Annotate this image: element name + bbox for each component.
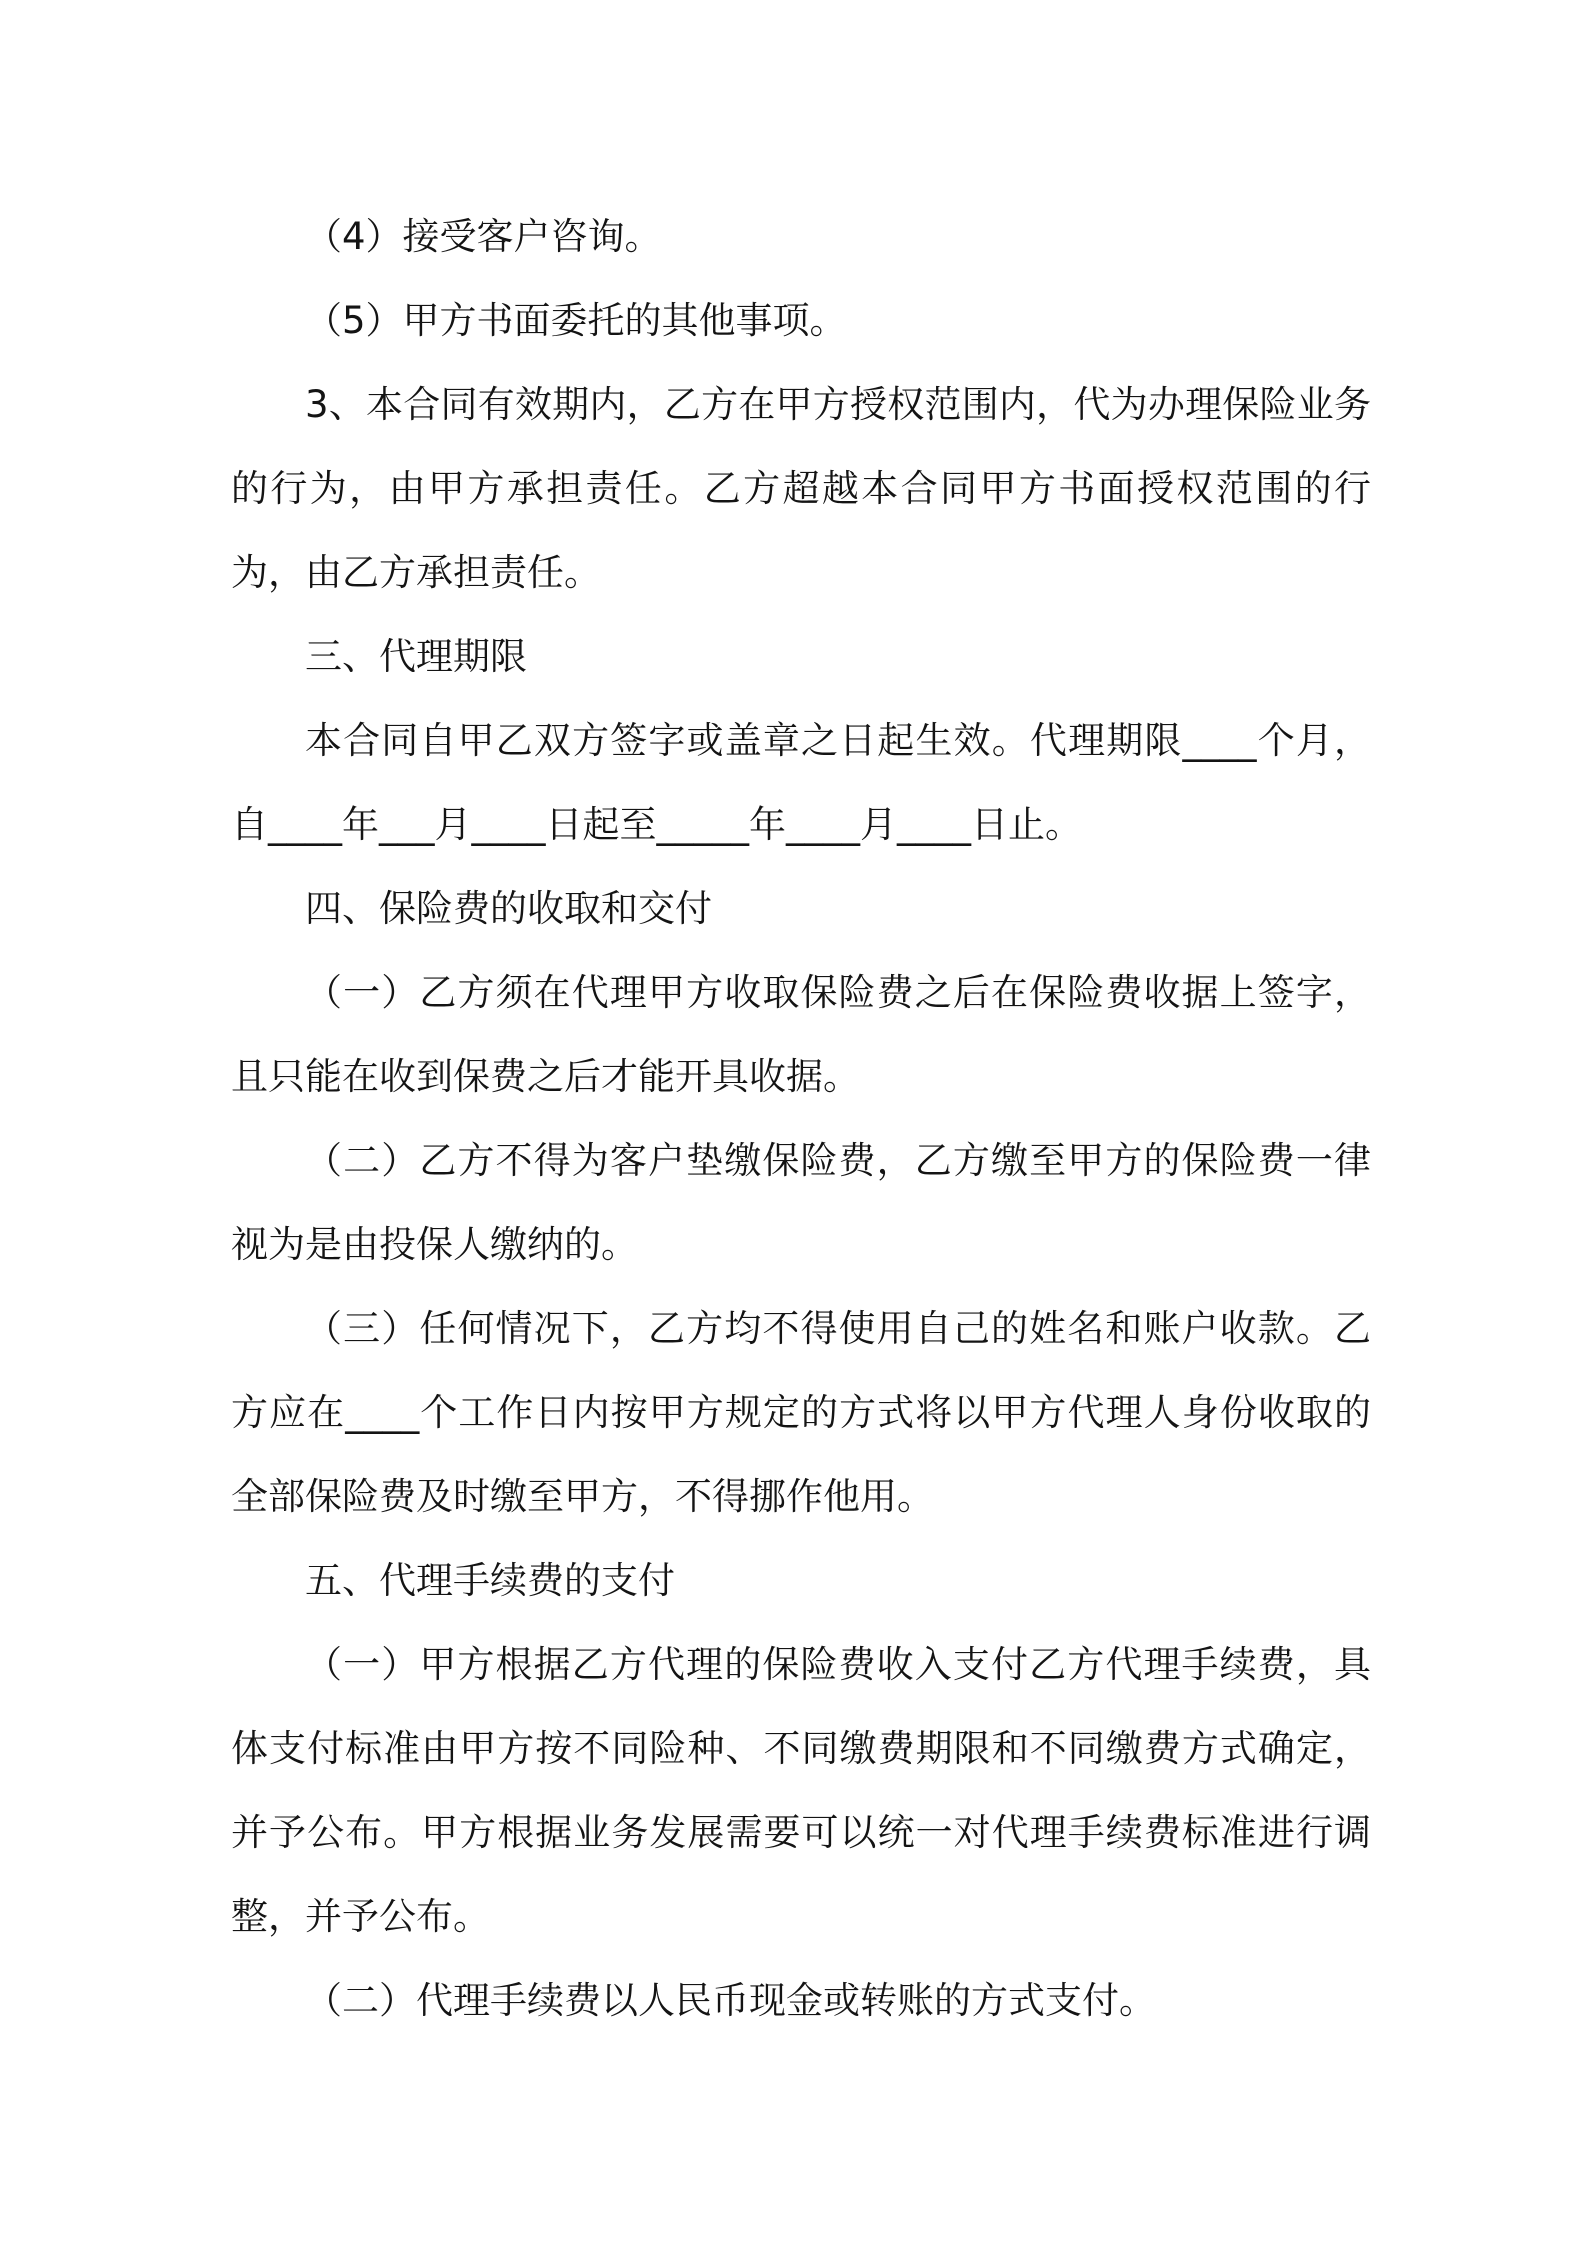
commission-clause-1: （一）甲方根据乙方代理的保险费收入支付乙方代理手续费，具体支付标准由甲方按不同险种、不同缴费期限和不同缴费方式确定，并予公布。甲方根据业务发展需要可以统一对代理手续费标准进行调整，并予公布。 [231, 1643, 1371, 1938]
commission-clause-2: （二）代理手续费以人民币现金或转账的方式支付。 [305, 1979, 1156, 2022]
clause-item-4: （4）接受客户咨询。 [305, 215, 662, 258]
premium-clause-1: （一）乙方须在代理甲方收取保险费之后在保险费收据上签字，且只能在收到保费之后才能开具收据。 [231, 971, 1371, 1098]
premium-clause-2: （二）乙方不得为客户垫缴保险费，乙方缴至甲方的保险费一律视为是由投保人缴纳的。 [231, 1139, 1371, 1266]
clause-item-5: （5）甲方书面委托的其他事项。 [305, 299, 847, 342]
section-heading-commission-payment: 五、代理手续费的支付 [305, 1559, 675, 1602]
section-heading-premium-collection: 四、保险费的收取和交付 [305, 887, 712, 930]
document-body [231, 195, 1371, 2043]
clause-3-responsibility: 3、本合同有效期内，乙方在甲方授权范围内，代为办理保险业务的行为，由甲方承担责任。乙方超越本合同甲方书面授权范围的行为，由乙方承担责任。 [231, 383, 1371, 594]
premium-clause-3: （三）任何情况下，乙方均不得使用自己的姓名和账户收款。乙方应在____个工作日内按甲方规定的方式将以甲方代理人身份收取的全部保险费及时缴至甲方，不得挪作他用。 [231, 1307, 1371, 1518]
section-heading-agency-term: 三、代理期限 [305, 635, 527, 678]
agency-term-paragraph: 本合同自甲乙双方签字或盖章之日起生效。代理期限____个月，自____年___月____日起至_____年____月____日止。 [231, 719, 1371, 846]
